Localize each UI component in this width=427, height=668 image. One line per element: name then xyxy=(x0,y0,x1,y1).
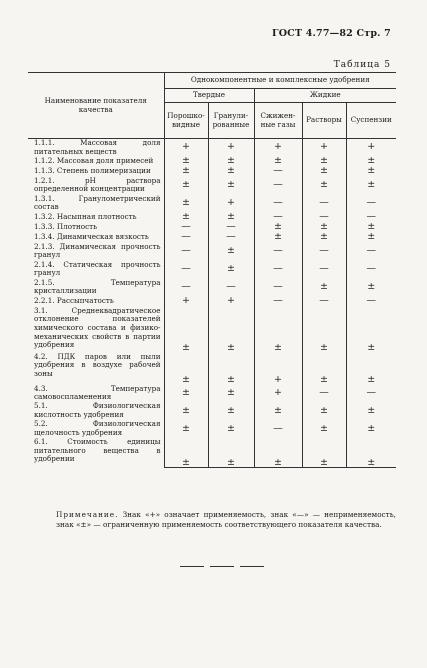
applicability-cell xyxy=(302,195,346,213)
applicability-symbol: — xyxy=(273,197,283,209)
applicability-cell xyxy=(254,307,302,353)
applicability-cell xyxy=(164,139,208,157)
applicability-cell xyxy=(254,177,302,195)
table-row xyxy=(28,307,396,353)
applicability-symbol: ± xyxy=(367,155,376,167)
table-row xyxy=(28,420,396,438)
applicability-cell xyxy=(208,139,254,157)
applicability-cell xyxy=(164,385,208,402)
table-row xyxy=(28,139,396,157)
applicability-symbol: — xyxy=(273,263,283,275)
applicability-symbol: ± xyxy=(182,341,190,353)
applicability-cell xyxy=(346,233,396,243)
applicability-cell xyxy=(302,307,346,353)
applicability-cell xyxy=(164,177,208,195)
table-row xyxy=(28,353,396,385)
applicability-cell xyxy=(346,261,396,279)
applicability-symbol: — xyxy=(366,295,376,307)
table-row xyxy=(28,243,396,261)
applicability-cell xyxy=(208,243,254,261)
applicability-cell xyxy=(346,438,396,468)
applicability-symbol: — xyxy=(273,281,283,293)
applicability-cell xyxy=(302,167,346,177)
applicability-cell xyxy=(208,353,254,385)
divider-rule xyxy=(240,566,264,567)
applicability-cell xyxy=(254,353,302,385)
applicability-symbol: — xyxy=(226,221,236,233)
table-row xyxy=(28,402,396,420)
applicability-symbol: ± xyxy=(274,456,282,468)
applicability-cell xyxy=(164,438,208,468)
applicability-symbol: ± xyxy=(227,386,235,398)
indicator-name: 3.1. Среднеквадратическое отклонение показателей химического состава и физико-механических свойств в партии удобрения xyxy=(34,305,161,350)
applicability-symbol: ± xyxy=(320,373,328,385)
applicability-symbol: ± xyxy=(320,155,328,167)
applicability-cell xyxy=(346,279,396,297)
applicability-symbol: ± xyxy=(182,456,190,468)
applicability-cell xyxy=(254,167,302,177)
applicability-symbol: ± xyxy=(274,341,282,353)
applicability-symbol: + xyxy=(227,197,235,209)
indicator-name: 1.3.3. Плотность xyxy=(34,221,98,231)
applicability-symbol: ± xyxy=(227,404,235,416)
applicability-cell xyxy=(346,177,396,195)
applicability-cell xyxy=(254,233,302,243)
applicability-symbol: — xyxy=(366,211,376,223)
table-row xyxy=(28,177,396,195)
applicability-cell xyxy=(254,438,302,468)
table-row xyxy=(28,233,396,243)
applicability-symbol: ± xyxy=(367,165,376,177)
applicability-cell xyxy=(208,385,254,402)
applicability-symbol: — xyxy=(319,295,329,307)
applicability-cell xyxy=(164,279,208,297)
applicability-symbol: ± xyxy=(320,341,328,353)
applicability-symbol: ± xyxy=(320,165,328,177)
applicability-symbol: + xyxy=(274,386,282,398)
indicator-name: 1.1.1. Массовая доля питательных веществ xyxy=(34,138,161,156)
applicability-cell xyxy=(208,297,254,307)
name-column-header: Наименование показателя качества xyxy=(28,73,164,139)
applicability-cell xyxy=(302,279,346,297)
subheader-liquefied-gas: Сжижен-ные газы xyxy=(254,103,302,139)
applicability-cell xyxy=(208,402,254,420)
solid-header: Твердые xyxy=(164,89,254,103)
applicability-cell xyxy=(164,243,208,261)
applicability-symbol: ± xyxy=(227,373,235,385)
applicability-cell xyxy=(254,279,302,297)
table-row xyxy=(28,261,396,279)
applicability-cell xyxy=(346,353,396,385)
applicability-symbol: — xyxy=(366,245,376,257)
applicability-symbol: + xyxy=(274,141,282,153)
applicability-cell xyxy=(302,353,346,385)
applicability-cell xyxy=(346,297,396,307)
applicability-symbol: ± xyxy=(227,245,235,257)
applicability-symbol: + xyxy=(227,295,235,307)
applicability-symbol: — xyxy=(273,295,283,307)
applicability-symbol: — xyxy=(319,197,329,209)
table-note xyxy=(56,510,396,530)
applicability-symbol: ± xyxy=(367,456,376,468)
applicability-symbol: ± xyxy=(182,155,190,167)
applicability-symbol: ± xyxy=(320,179,328,191)
applicability-cell xyxy=(254,243,302,261)
applicability-symbol: ± xyxy=(367,281,376,293)
applicability-cell xyxy=(302,385,346,402)
divider-rule xyxy=(180,566,204,567)
applicability-cell xyxy=(302,438,346,468)
applicability-symbol: ± xyxy=(182,422,190,434)
applicability-symbol: ± xyxy=(182,404,190,416)
applicability-cell xyxy=(254,261,302,279)
applicability-symbol: + xyxy=(182,295,190,307)
applicability-symbol: ± xyxy=(227,341,235,353)
applicability-symbol: ± xyxy=(182,165,190,177)
applicability-symbol: ± xyxy=(320,231,328,243)
applicability-cell xyxy=(208,177,254,195)
applicability-cell xyxy=(302,297,346,307)
applicability-cell xyxy=(346,139,396,157)
subheader-suspensions: Суспензии xyxy=(346,103,396,139)
applicability-symbol: — xyxy=(181,221,191,233)
applicability-symbol: ± xyxy=(227,456,235,468)
table-row xyxy=(28,223,396,233)
applicability-symbol: — xyxy=(181,263,191,275)
page-header: ГОСТ 4.77—82 Стр. 7 xyxy=(271,28,391,39)
applicability-cell xyxy=(254,195,302,213)
applicability-cell xyxy=(254,420,302,438)
applicability-cell xyxy=(254,402,302,420)
applicability-cell xyxy=(254,139,302,157)
applicability-cell xyxy=(208,279,254,297)
applicability-symbol: ± xyxy=(320,281,328,293)
applicability-cell xyxy=(208,195,254,213)
applicability-symbol: — xyxy=(273,245,283,257)
table-row xyxy=(28,385,396,402)
applicability-cell xyxy=(346,420,396,438)
applicability-symbol: ± xyxy=(182,179,190,191)
applicability-cell xyxy=(302,243,346,261)
applicability-symbol: ± xyxy=(227,211,235,223)
liquid-header: Жидкие xyxy=(254,89,396,103)
applicability-symbol: ± xyxy=(182,211,190,223)
applicability-cell xyxy=(164,420,208,438)
subheader-powder: Порошко-видные xyxy=(164,103,208,139)
applicability-cell xyxy=(346,307,396,353)
indicator-name: 5.1. Физиологическая кислотность удобрения xyxy=(34,400,161,419)
applicability-symbol: — xyxy=(319,245,329,257)
applicability-symbol: — xyxy=(226,231,236,243)
applicability-symbol: + xyxy=(182,141,190,153)
subheader-granulated: Гранули-рованные xyxy=(208,103,254,139)
applicability-cell xyxy=(302,177,346,195)
applicability-cell xyxy=(208,307,254,353)
applicability-symbol: + xyxy=(227,141,235,153)
applicability-symbol: — xyxy=(273,179,283,191)
applicability-symbol: — xyxy=(181,281,191,293)
applicability-cell xyxy=(302,139,346,157)
applicability-symbol: ± xyxy=(367,341,376,353)
applicability-symbol: + xyxy=(320,141,328,153)
applicability-symbol: + xyxy=(367,141,376,153)
indicator-name: 2.1.4. Статическая прочность гранул xyxy=(34,259,161,278)
applicability-symbol: ± xyxy=(367,404,376,416)
applicability-cell xyxy=(164,233,208,243)
applicability-cell xyxy=(346,385,396,402)
applicability-cell xyxy=(164,402,208,420)
applicability-symbol: ± xyxy=(367,422,376,434)
applicability-cell xyxy=(254,385,302,402)
applicability-symbol: — xyxy=(366,386,376,398)
applicability-symbol: — xyxy=(366,197,376,209)
table-row xyxy=(28,297,396,307)
indicator-name: 1.3.2. Насыпная плотность xyxy=(34,211,137,221)
note-label: Примечание. xyxy=(56,510,119,519)
indicator-name: 4.2. ПДК паров или пыли удобрения в воздухе рабочей зоны xyxy=(34,351,161,378)
applicability-symbol: — xyxy=(319,263,329,275)
applicability-cell xyxy=(164,261,208,279)
applicability-symbol: + xyxy=(274,373,282,385)
applicability-cell xyxy=(302,233,346,243)
applicability-symbol: ± xyxy=(182,386,190,398)
table-row xyxy=(28,167,396,177)
applicability-cell xyxy=(164,297,208,307)
indicator-name: 2.1.5. Температура кристаллизации xyxy=(34,277,161,296)
applicability-cell xyxy=(164,195,208,213)
applicability-cell xyxy=(164,353,208,385)
applicability-cell xyxy=(208,420,254,438)
applicability-symbol: ± xyxy=(320,422,328,434)
applicability-symbol: ± xyxy=(367,221,376,233)
table-row xyxy=(28,157,396,167)
applicability-symbol: ± xyxy=(227,165,235,177)
applicability-symbol: — xyxy=(181,231,191,243)
indicator-name: 2.2.1. Рассыпчатость xyxy=(34,295,114,305)
applicability-symbol: ± xyxy=(274,155,282,167)
applicability-symbol: ± xyxy=(182,373,190,385)
indicator-name: 6.1. Стоимость единицы питательного вещества в удобрении xyxy=(34,436,161,464)
applicability-symbol: ± xyxy=(367,231,376,243)
divider-rule xyxy=(210,566,234,567)
applicability-cell xyxy=(208,167,254,177)
applicability-cell xyxy=(346,402,396,420)
quality-indicators-table xyxy=(28,72,396,468)
applicability-cell xyxy=(346,167,396,177)
indicator-name: 5.2. Физиологическая щелочность удобрения xyxy=(34,418,161,437)
applicability-symbol: — xyxy=(273,211,283,223)
applicability-symbol: ± xyxy=(274,221,282,233)
applicability-cell xyxy=(208,261,254,279)
applicability-cell xyxy=(208,438,254,468)
applicability-cell xyxy=(346,195,396,213)
applicability-cell xyxy=(302,261,346,279)
indicator-name: 1.2.1. pH раствора определенной концентрации xyxy=(34,175,161,194)
indicator-name: 1.3.1. Гранулометрический состав xyxy=(34,193,161,212)
applicability-cell xyxy=(164,307,208,353)
applicability-symbol: ± xyxy=(274,404,282,416)
applicability-cell xyxy=(302,402,346,420)
applicability-symbol: — xyxy=(319,386,329,398)
applicability-symbol: ± xyxy=(227,155,235,167)
applicability-symbol: ± xyxy=(320,221,328,233)
applicability-symbol: ± xyxy=(274,231,282,243)
applicability-symbol: — xyxy=(319,211,329,223)
subheader-solutions: Растворы xyxy=(302,103,346,139)
indicator-name: 1.1.2. Массовая доля примесей xyxy=(34,155,154,165)
applicability-symbol: ± xyxy=(320,404,328,416)
applicability-symbol: ± xyxy=(227,422,235,434)
table-row xyxy=(28,279,396,297)
note-text: Знак «+» означает применяемость, знак «—» — неприменяемость, знак «±» — ограниченную применяемость соответствующего показателя качества. xyxy=(56,510,396,529)
indicator-name: 4.3. Температура самовоспламенения xyxy=(34,383,161,402)
applicability-symbol: ± xyxy=(320,456,328,468)
indicator-name: 1.1.3. Степень полимеризации xyxy=(34,165,151,175)
applicability-symbol: — xyxy=(226,281,236,293)
applicability-symbol: — xyxy=(366,263,376,275)
applicability-symbol: ± xyxy=(367,179,376,191)
indicator-name: 1.3.4. Динамическая вязкость xyxy=(34,231,149,241)
indicator-name: 2.1.3. Динамическая прочность гранул xyxy=(34,241,161,260)
table-row xyxy=(28,438,396,468)
applicability-symbol: — xyxy=(181,245,191,257)
table-row xyxy=(28,195,396,213)
table-row xyxy=(28,213,396,223)
applicability-symbol: — xyxy=(273,165,283,177)
applicability-cell xyxy=(254,297,302,307)
applicability-symbol: ± xyxy=(367,373,376,385)
applicability-symbol: ± xyxy=(227,263,235,275)
applicability-cell xyxy=(302,420,346,438)
applicability-cell xyxy=(346,243,396,261)
applicability-cell xyxy=(164,167,208,177)
table-caption: Таблица 5 xyxy=(333,60,391,70)
applicability-symbol: ± xyxy=(227,179,235,191)
applicability-symbol: — xyxy=(273,422,283,434)
group-header: Однокомпонентные и комплексные удобрения xyxy=(164,73,396,89)
applicability-cell xyxy=(208,233,254,243)
applicability-symbol: ± xyxy=(182,197,190,209)
